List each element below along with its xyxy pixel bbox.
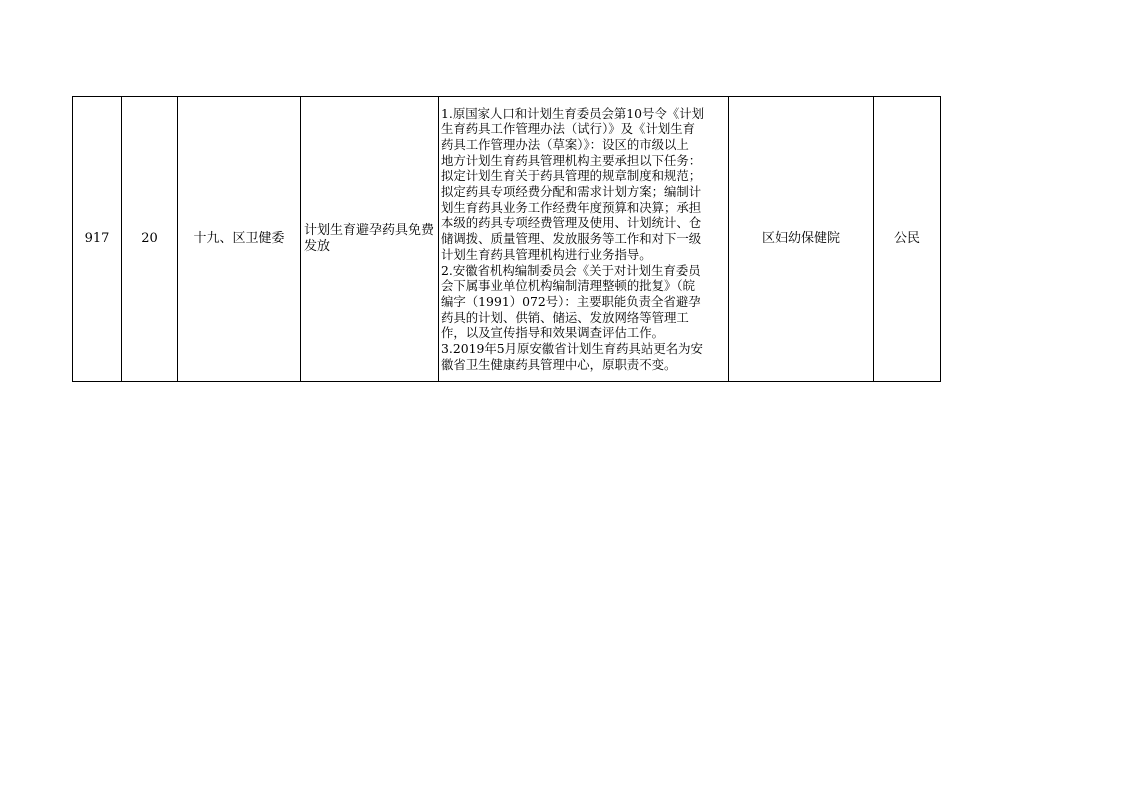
basis-line: 储调拨、质量管理、发放服务等工作和对下一级 [441, 231, 702, 247]
basis-line: 3.2019年5月原安徽省计划生育药具站更名为安 [441, 341, 703, 357]
basis-line: 本级的药具专项经费管理及使用、计划统计、仓 [441, 215, 702, 231]
basis-line: 计划生育药具管理机构进行业务指导。 [441, 246, 652, 262]
item-name-cell[interactable]: 计划生育避孕药具免费发放 [301, 97, 439, 382]
serial-number-cell[interactable]: 917 [73, 97, 122, 382]
basis-line: 拟定计划生育关于药具管理的规章制度和规范； [441, 168, 702, 184]
basis-line: 地方计划生育药具管理机构主要承担以下任务： [441, 152, 702, 168]
basis-line: 2.安徽省机构编制委员会《关于对计划生育委员 [441, 262, 701, 278]
data-table [72, 96, 941, 382]
basis-line: 作，以及宣传指导和效果调查评估工作。 [441, 325, 665, 341]
basis-line: 徽省卫生健康药具管理中心，原职责不变。 [441, 356, 677, 372]
basis-line: 生育药具工作管理办法（试行）》及《计划生育 [441, 121, 696, 137]
basis-line: 划生育药具业务工作经费年度预算和决算；承担 [441, 199, 702, 215]
basis-line: 会下属事业单位机构编制清理整顿的批复》（皖 [441, 278, 696, 294]
basis-line: 1.原国家人口和计划生育委员会第10号令《计划 [441, 105, 705, 121]
implementing-agency-cell[interactable]: 区妇幼保健院 [729, 97, 874, 382]
basis-line: 药具的计划、供销、储运、发放网络等管理工 [441, 309, 689, 325]
basis-line: 拟定药具专项经费分配和需求计划方案；编制计 [441, 184, 702, 200]
basis-line: 药具工作管理办法（草案）》：设区的市级以上 [441, 136, 689, 152]
service-target-cell[interactable]: 公民 [874, 97, 941, 382]
basis-cell[interactable] [439, 97, 729, 382]
table-row [73, 97, 941, 382]
department-cell[interactable]: 十九、区卫健委 [178, 97, 301, 382]
basis-line: 编字（1991）072号）：主要职能负责全省避孕 [441, 293, 701, 309]
sub-number-cell[interactable]: 20 [122, 97, 178, 382]
